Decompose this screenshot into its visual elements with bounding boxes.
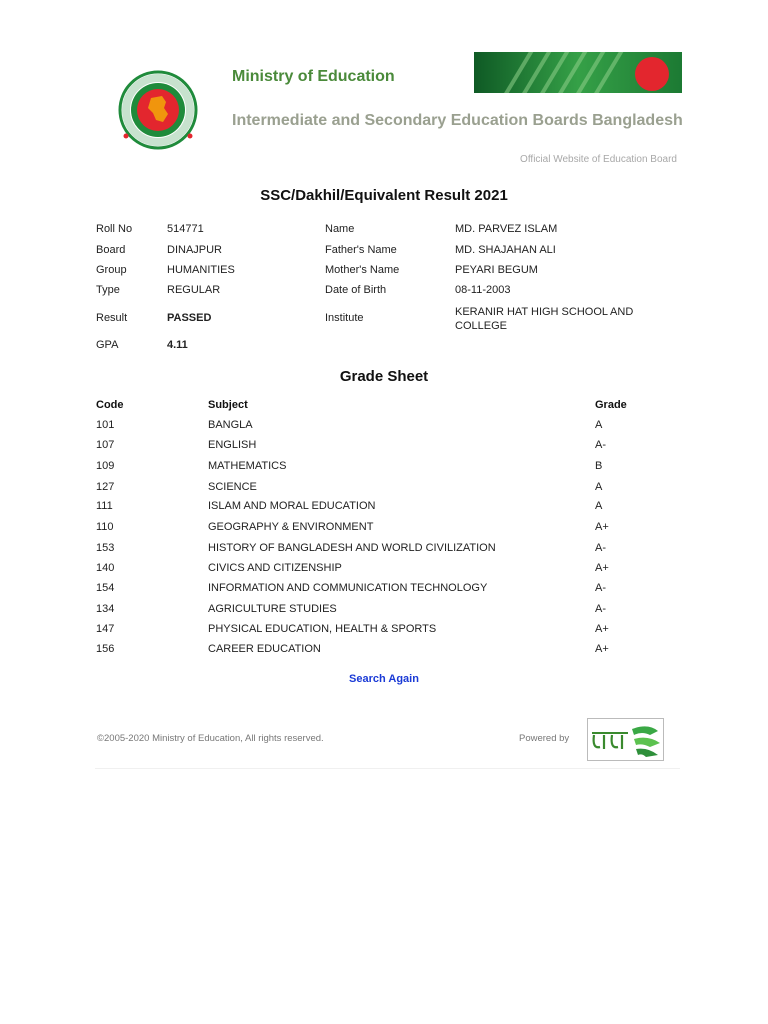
subject-code: 154 bbox=[96, 582, 115, 594]
powered-by-label: Powered by bbox=[519, 733, 570, 744]
ministry-title: Ministry of Education bbox=[232, 68, 395, 85]
subject-name: MATHEMATICS bbox=[208, 460, 287, 472]
subject-code: 110 bbox=[96, 521, 114, 533]
education-boards-title: Intermediate and Secondary Education Boards Bangladesh bbox=[232, 112, 683, 129]
subject-grade: A+ bbox=[595, 562, 609, 574]
footer-divider bbox=[95, 768, 680, 769]
subject-name: ISLAM AND MORAL EDUCATION bbox=[208, 500, 376, 512]
dob-label: Date of Birth bbox=[325, 284, 387, 296]
subject-name: BANGLA bbox=[208, 419, 253, 431]
bangladesh-flag-banner bbox=[474, 52, 682, 93]
gpa-label: GPA bbox=[96, 339, 119, 351]
board-value: DINAJPUR bbox=[167, 244, 223, 256]
grade-header: Grade bbox=[595, 399, 627, 411]
subject-name: GEOGRAPHY & ENVIRONMENT bbox=[208, 521, 374, 533]
board-label: Board bbox=[96, 244, 126, 256]
subject-name: PHYSICAL EDUCATION, HEALTH & SPORTS bbox=[208, 623, 437, 635]
subject-grade: A+ bbox=[595, 521, 609, 533]
result-value: PASSED bbox=[167, 312, 212, 324]
copyright-text: ©2005-2020 Ministry of Education, All rights reserved. bbox=[97, 733, 324, 744]
subject-name: ENGLISH bbox=[208, 439, 257, 451]
subject-grade: A- bbox=[595, 582, 606, 594]
subject-code: 107 bbox=[96, 439, 115, 451]
code-header: Code bbox=[96, 399, 124, 411]
father-name-label: Father's Name bbox=[325, 244, 397, 256]
subject-grade: A- bbox=[595, 439, 606, 451]
name-label: Name bbox=[325, 223, 355, 235]
subject-grade: A+ bbox=[595, 623, 609, 635]
result-label: Result bbox=[96, 312, 128, 324]
subject-grade: A bbox=[595, 481, 603, 493]
group-label: Group bbox=[96, 264, 127, 276]
subject-code: 134 bbox=[96, 603, 115, 615]
subject-code: 156 bbox=[96, 643, 115, 655]
subject-grade: B bbox=[595, 460, 603, 472]
subject-code: 147 bbox=[96, 623, 115, 635]
subject-code: 153 bbox=[96, 542, 115, 554]
subject-name: CAREER EDUCATION bbox=[208, 643, 321, 655]
subject-code: 127 bbox=[96, 481, 115, 493]
subject-name: INFORMATION AND COMMUNICATION TECHNOLOGY bbox=[208, 582, 488, 594]
subject-grade: A bbox=[595, 419, 603, 431]
subject-grade: A+ bbox=[595, 643, 609, 655]
official-website-caption: Official Website of Education Board bbox=[520, 154, 677, 165]
institute-value: KERANIR HAT HIGH SCHOOL AND COLLEGE bbox=[455, 306, 634, 332]
roll-label: Roll No bbox=[96, 223, 133, 235]
subject-header: Subject bbox=[208, 399, 248, 411]
teletalk-logo[interactable] bbox=[587, 718, 664, 761]
name-value: MD. PARVEZ ISLAM bbox=[455, 223, 558, 235]
mother-name-value: PEYARI BEGUM bbox=[455, 264, 538, 276]
subject-name: AGRICULTURE STUDIES bbox=[208, 603, 337, 615]
type-label: Type bbox=[96, 284, 120, 296]
grade-sheet-title: Grade Sheet bbox=[339, 368, 429, 385]
subject-grade: A bbox=[595, 500, 603, 512]
mother-name-label: Mother's Name bbox=[325, 264, 400, 276]
subject-name: CIVICS AND CITIZENSHIP bbox=[208, 562, 342, 574]
subject-code: 109 bbox=[96, 460, 115, 472]
father-name-value: MD. SHAJAHAN ALI bbox=[455, 244, 556, 256]
dob-value: 08-11-2003 bbox=[455, 284, 511, 296]
group-value: HUMANITIES bbox=[167, 264, 235, 276]
subject-code: 101 bbox=[96, 419, 115, 431]
institute-label: Institute bbox=[325, 312, 364, 324]
result-title: SSC/Dakhil/Equivalent Result 2021 bbox=[260, 187, 508, 204]
government-seal-icon bbox=[118, 68, 198, 154]
type-value: REGULAR bbox=[167, 284, 221, 296]
search-again-link[interactable]: Search Again bbox=[349, 673, 419, 685]
subject-grade: A- bbox=[595, 542, 606, 554]
subject-code: 140 bbox=[96, 562, 115, 574]
roll-value: 514771 bbox=[167, 223, 204, 235]
subject-name: HISTORY OF BANGLADESH AND WORLD CIVILIZATION bbox=[208, 542, 496, 554]
subject-grade: A- bbox=[595, 603, 606, 615]
subject-code: 111 bbox=[96, 500, 113, 512]
gpa-value: 4.11 bbox=[167, 339, 188, 351]
subject-name: SCIENCE bbox=[208, 481, 257, 493]
